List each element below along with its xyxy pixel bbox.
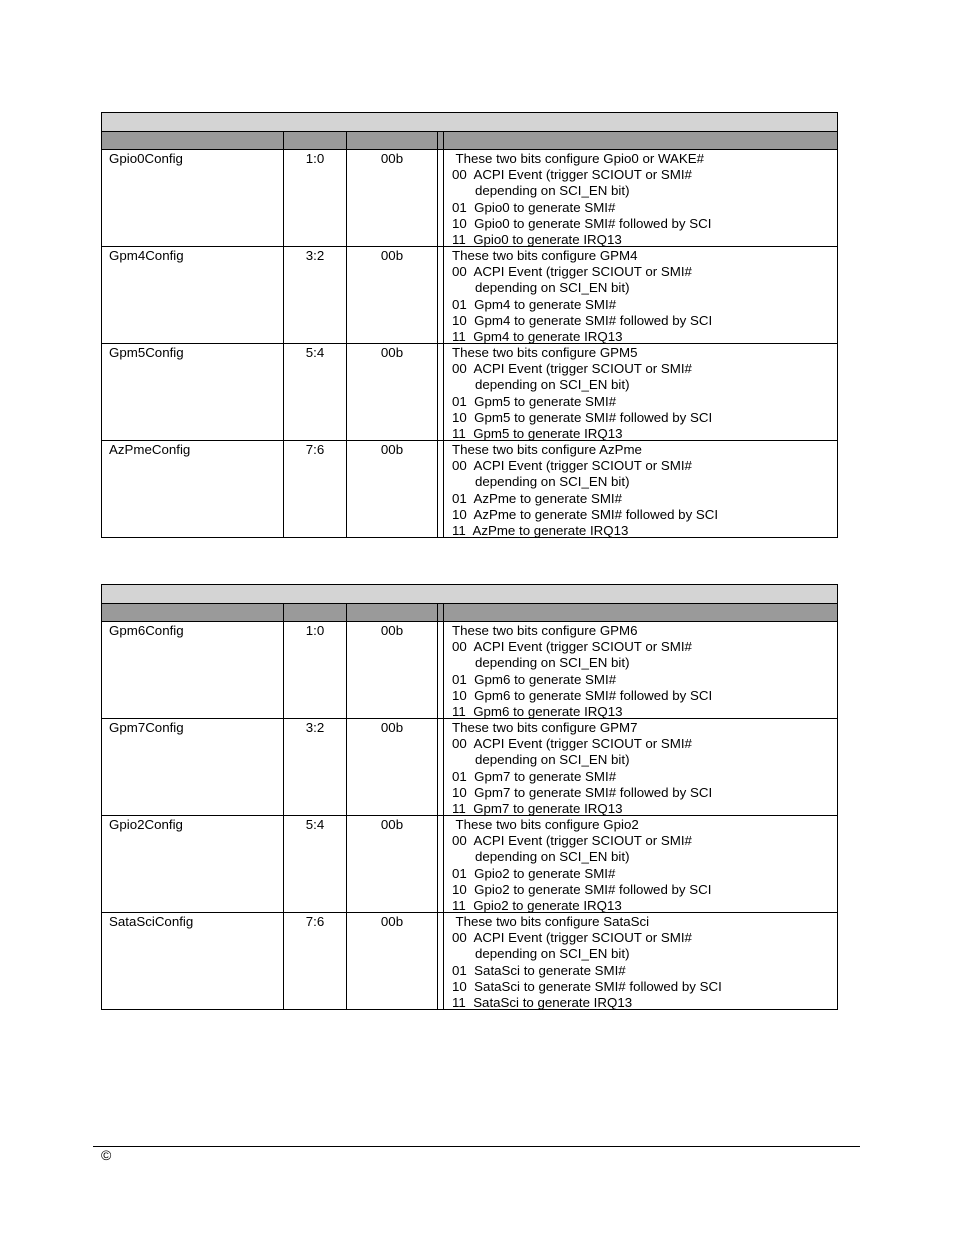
table-header-row	[102, 132, 837, 150]
description-line: 10 SataSci to generate SMI# followed by SCI	[452, 978, 722, 994]
description-line: depending on SCI_EN bit)	[475, 752, 630, 768]
description-line: 11 SataSci to generate IRQ13	[452, 995, 633, 1011]
description-cell	[444, 247, 837, 343]
bits-cell: 1:0	[284, 150, 347, 246]
header-description	[444, 604, 837, 621]
field-name-cell: Gpm4Config	[102, 247, 284, 343]
description-line: 01 SataSci to generate SMI#	[452, 962, 626, 978]
description-line: 00 ACPI Event (trigger SCIOUT or SMI#	[452, 736, 692, 752]
table-row	[102, 719, 837, 816]
description-line: 11 Gpm4 to generate IRQ13	[452, 329, 623, 345]
header-description	[444, 132, 837, 149]
description-line: 00 ACPI Event (trigger SCIOUT or SMI#	[452, 264, 692, 280]
header-default	[347, 604, 438, 621]
description-line: 10 Gpm6 to generate SMI# followed by SCI	[452, 687, 713, 703]
field-name-cell: Gpm7Config	[102, 719, 284, 815]
table-row	[102, 247, 837, 344]
default-value-cell: 00b	[347, 816, 438, 912]
description-line: 01 Gpm6 to generate SMI#	[452, 671, 617, 687]
bits-cell: 3:2	[284, 247, 347, 343]
description-line: 01 Gpm7 to generate SMI#	[452, 768, 617, 784]
description-line: 01 Gpm5 to generate SMI#	[452, 393, 617, 409]
field-name-cell: Gpm6Config	[102, 622, 284, 718]
field-name-cell: Gpm5Config	[102, 344, 284, 440]
table-row	[102, 441, 837, 537]
description-line: 01 Gpm4 to generate SMI#	[452, 296, 617, 312]
description-line: 00 ACPI Event (trigger SCIOUT or SMI#	[452, 361, 692, 377]
description-line: These two bits configure GPM6	[452, 623, 638, 638]
description-cell	[444, 913, 837, 1009]
description-line: depending on SCI_EN bit)	[475, 849, 630, 865]
bits-cell: 5:4	[284, 816, 347, 912]
description-line: 10 Gpm5 to generate SMI# followed by SCI	[452, 409, 713, 425]
description-line: These two bits configure GPM5	[452, 345, 638, 360]
table-row	[102, 913, 837, 1009]
copyright-symbol: ©	[101, 1147, 112, 1163]
description-line: 11 Gpm7 to generate IRQ13	[452, 801, 623, 817]
header-bits	[284, 132, 347, 149]
description-line: These two bits configure Gpio2	[452, 817, 639, 832]
description-line: 00 ACPI Event (trigger SCIOUT or SMI#	[452, 458, 692, 474]
description-cell	[444, 816, 837, 912]
default-value-cell: 00b	[347, 441, 438, 537]
table-body	[102, 622, 837, 1009]
description-line: These two bits configure Gpio0 or WAKE#	[452, 151, 705, 166]
table-row	[102, 344, 837, 441]
header-field-name	[102, 132, 284, 149]
description-line: 00 ACPI Event (trigger SCIOUT or SMI#	[452, 930, 692, 946]
default-value-cell: 00b	[347, 150, 438, 246]
description-line: These two bits configure GPM7	[452, 720, 638, 735]
description-line: 01 AzPme to generate SMI#	[452, 490, 623, 506]
field-name-cell: Gpio0Config	[102, 150, 284, 246]
description-line: 10 Gpm4 to generate SMI# followed by SCI	[452, 312, 713, 328]
default-value-cell: 00b	[347, 913, 438, 1009]
description-line: 11 Gpm6 to generate IRQ13	[452, 704, 623, 720]
description-line: depending on SCI_EN bit)	[475, 655, 630, 671]
description-line: 00 ACPI Event (trigger SCIOUT or SMI#	[452, 833, 692, 849]
footer-divider	[93, 1146, 860, 1147]
description-line: depending on SCI_EN bit)	[475, 377, 630, 393]
table-header-row	[102, 604, 837, 622]
table-title-bar	[102, 585, 837, 604]
description-line: 01 Gpio2 to generate SMI#	[452, 865, 616, 881]
description-line: 00 ACPI Event (trigger SCIOUT or SMI#	[452, 639, 692, 655]
field-name-cell: SataSciConfig	[102, 913, 284, 1009]
description-line: depending on SCI_EN bit)	[475, 474, 630, 490]
bits-cell: 3:2	[284, 719, 347, 815]
description-line: These two bits configure GPM4	[452, 248, 638, 263]
table-row	[102, 816, 837, 913]
description-line: 10 Gpm7 to generate SMI# followed by SCI	[452, 784, 713, 800]
description-line: These two bits configure AzPme	[452, 442, 642, 457]
register-table-1	[101, 112, 838, 538]
field-name-cell: AzPmeConfig	[102, 441, 284, 537]
default-value-cell: 00b	[347, 622, 438, 718]
default-value-cell: 00b	[347, 719, 438, 815]
description-line: 10 Gpio0 to generate SMI# followed by SCI	[452, 215, 712, 231]
description-cell	[444, 150, 837, 246]
description-line: These two bits configure SataSci	[452, 914, 650, 929]
bits-cell: 5:4	[284, 344, 347, 440]
description-cell	[444, 441, 837, 537]
table-row	[102, 150, 837, 247]
description-line: 10 Gpio2 to generate SMI# followed by SCI	[452, 881, 712, 897]
description-line: depending on SCI_EN bit)	[475, 183, 630, 199]
description-line: 00 ACPI Event (trigger SCIOUT or SMI#	[452, 167, 692, 183]
default-value-cell: 00b	[347, 247, 438, 343]
description-cell	[444, 622, 837, 718]
default-value-cell: 00b	[347, 344, 438, 440]
description-line: 11 Gpio0 to generate IRQ13	[452, 232, 622, 248]
description-line: 11 Gpio2 to generate IRQ13	[452, 898, 622, 914]
register-table-2	[101, 584, 838, 1010]
field-name-cell: Gpio2Config	[102, 816, 284, 912]
bits-cell: 7:6	[284, 913, 347, 1009]
header-bits	[284, 604, 347, 621]
description-line: 01 Gpio0 to generate SMI#	[452, 199, 616, 215]
header-field-name	[102, 604, 284, 621]
table-body	[102, 150, 837, 537]
description-line: 11 Gpm5 to generate IRQ13	[452, 426, 623, 442]
bits-cell: 1:0	[284, 622, 347, 718]
description-line: 10 AzPme to generate SMI# followed by SCI	[452, 506, 719, 522]
bits-cell: 7:6	[284, 441, 347, 537]
description-cell	[444, 719, 837, 815]
table-title-bar	[102, 113, 837, 132]
description-line: depending on SCI_EN bit)	[475, 946, 630, 962]
description-line: depending on SCI_EN bit)	[475, 280, 630, 296]
description-cell	[444, 344, 837, 440]
header-default	[347, 132, 438, 149]
table-row	[102, 622, 837, 719]
description-line: 11 AzPme to generate IRQ13	[452, 523, 629, 539]
